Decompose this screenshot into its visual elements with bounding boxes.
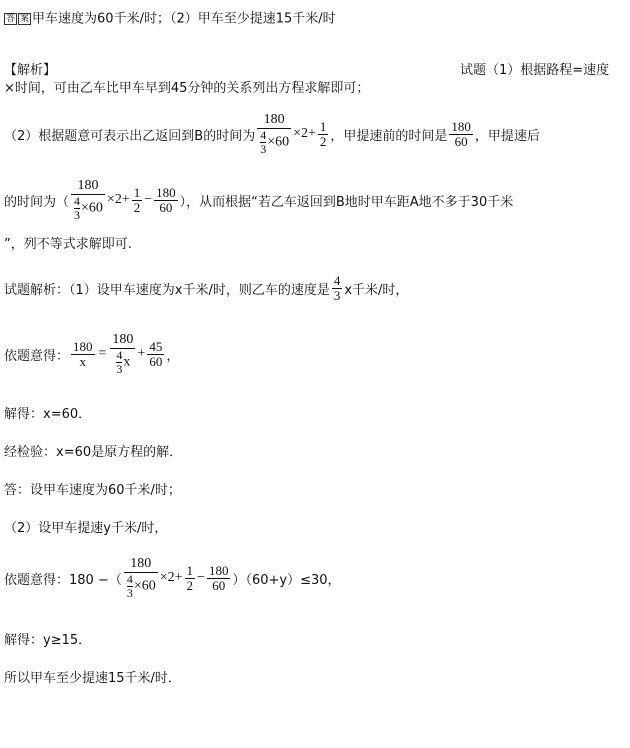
four-thirds-den: 3 (333, 288, 341, 303)
four-thirds-num: 4 (333, 273, 341, 288)
frac2-den: 60 (154, 200, 178, 215)
eq-left-den: x (71, 354, 95, 369)
check-line: 经检验：x=60是原方程的解． (4, 445, 183, 460)
part2-explain-mid: ，甲提速前的时间是 (330, 128, 448, 144)
inner-num: 4 (260, 128, 267, 142)
solution-intro-suffix: x千米/时， (344, 283, 409, 298)
fraction-one-half (318, 120, 329, 149)
inner-den: 3 (74, 208, 81, 222)
analysis-line-2: ×时间，可由乙车比甲车早到45分钟的关系列出方程求解即可； (4, 81, 370, 96)
equation-line (4, 332, 179, 376)
fraction-180-over-60 (154, 186, 178, 215)
inequality-suffix: ）（60+y）≤30， (232, 572, 341, 588)
analysis-heading: 【解析】 (4, 63, 57, 78)
equation-end: ， (166, 348, 180, 364)
part2-explain-line (4, 112, 540, 156)
half-den: 2 (133, 199, 141, 215)
inner-num: 4 (74, 194, 81, 208)
half-den: 2 (186, 577, 194, 593)
frac2-num: 180 (156, 184, 176, 200)
frac2-den: 60 (207, 578, 231, 593)
eq-left-num: 180 (73, 338, 93, 354)
inner-num: 4 (126, 572, 133, 586)
solution-intro-prefix: 试题解析：（1）设甲车速度为x千米/时，则乙车的速度是 (4, 283, 330, 298)
fraction-one-half (185, 564, 196, 593)
conclusion-line: 所以甲车至少提速15千米/时． (4, 671, 181, 686)
inner-den: 3 (126, 586, 133, 600)
frac-denominator (257, 128, 291, 156)
minus-sign: − (144, 192, 153, 207)
fraction-four-thirds (332, 274, 343, 303)
inner-fraction (260, 129, 266, 156)
frac-numerator: 180 (77, 178, 99, 193)
half-den: 2 (319, 133, 327, 149)
solve-2-line: 解得：y≥15． (4, 633, 92, 648)
line2-prefix: 的时间为（ (4, 194, 70, 210)
inner-fraction (74, 195, 80, 222)
fraction-180-over-4-3-60 (257, 112, 291, 156)
fraction-180-over-4-3-x (110, 332, 135, 376)
part2-intro-line: （2）设甲车提速y千米/时， (4, 521, 168, 536)
inner-den: 3 (260, 142, 267, 156)
fraction-45-over-60 (147, 340, 164, 369)
inner-fraction (116, 349, 122, 376)
analysis-right-text: 试题（1）根据路程=速度 (460, 63, 610, 78)
minus-sign: − (197, 570, 205, 585)
fraction-180-over-60 (207, 564, 231, 593)
frac-numerator: 180 (263, 112, 285, 127)
frac2-num: 180 (208, 562, 229, 578)
part2-explain-suffix: ，甲提速后 (474, 128, 540, 144)
answer-tag-1: 答 (6, 14, 16, 24)
frac-denominator (71, 194, 105, 222)
half-num: 1 (133, 184, 141, 200)
times-two-plus: ×2+ (293, 126, 316, 141)
half-num: 1 (186, 562, 194, 578)
part2-explain-prefix: （2）根据题意可表示出乙返回到B的时间为 (4, 128, 256, 144)
fraction-180-over-4-3-60 (124, 556, 158, 600)
part2-explain-line-3: ”，列不等式求解即可. (4, 237, 132, 252)
equals-sign: = (98, 346, 107, 361)
den-mul: ×60 (81, 200, 103, 216)
inequality-prefix: 依题意得：180 −（ (4, 572, 122, 588)
den-mul: ×60 (267, 134, 290, 150)
answer-text: 甲车速度为60千米/时；（2）甲车至少提速15千米/时 (32, 11, 336, 27)
frac-numerator: 180 (130, 556, 152, 571)
inner-fraction (127, 573, 133, 600)
fraction-180-over-4-3-60 (71, 178, 105, 222)
half-num: 1 (319, 118, 327, 134)
eq-right-den (110, 348, 135, 376)
fraction-180-over-x (71, 340, 95, 369)
eq-frac-num: 45 (149, 338, 163, 354)
inequality-line (4, 556, 341, 600)
solve-line: 解得：x=60． (4, 407, 92, 422)
answer-tag-2: 案 (20, 14, 30, 24)
frac2-num: 180 (451, 118, 471, 134)
eq-right-num: 180 (112, 332, 134, 347)
answer-line (4, 10, 336, 29)
den-mul: ×60 (133, 578, 156, 594)
frac2-den: 60 (449, 134, 473, 149)
plus-sign: + (137, 346, 146, 361)
part2-explain-line-2 (4, 178, 513, 222)
times-two-plus: ×2+ (159, 570, 183, 585)
answer-1-line: 答：设甲车速度为60千米/时； (4, 483, 181, 498)
eq-frac-den: 60 (149, 353, 163, 369)
frac-denominator (124, 572, 158, 600)
den-x: x (123, 354, 131, 370)
equation-prefix: 依题意得： (4, 348, 70, 364)
solution-intro (4, 274, 408, 303)
inner-num: 4 (116, 348, 123, 362)
fraction-180-over-60 (449, 120, 473, 149)
times-two-plus: ×2+ (106, 192, 130, 207)
inner-den: 3 (116, 362, 123, 376)
line2-suffix: ），从而根据“若乙车返回到B地时甲车距A地不多于30千米 (179, 194, 514, 210)
fraction-one-half (132, 186, 143, 215)
